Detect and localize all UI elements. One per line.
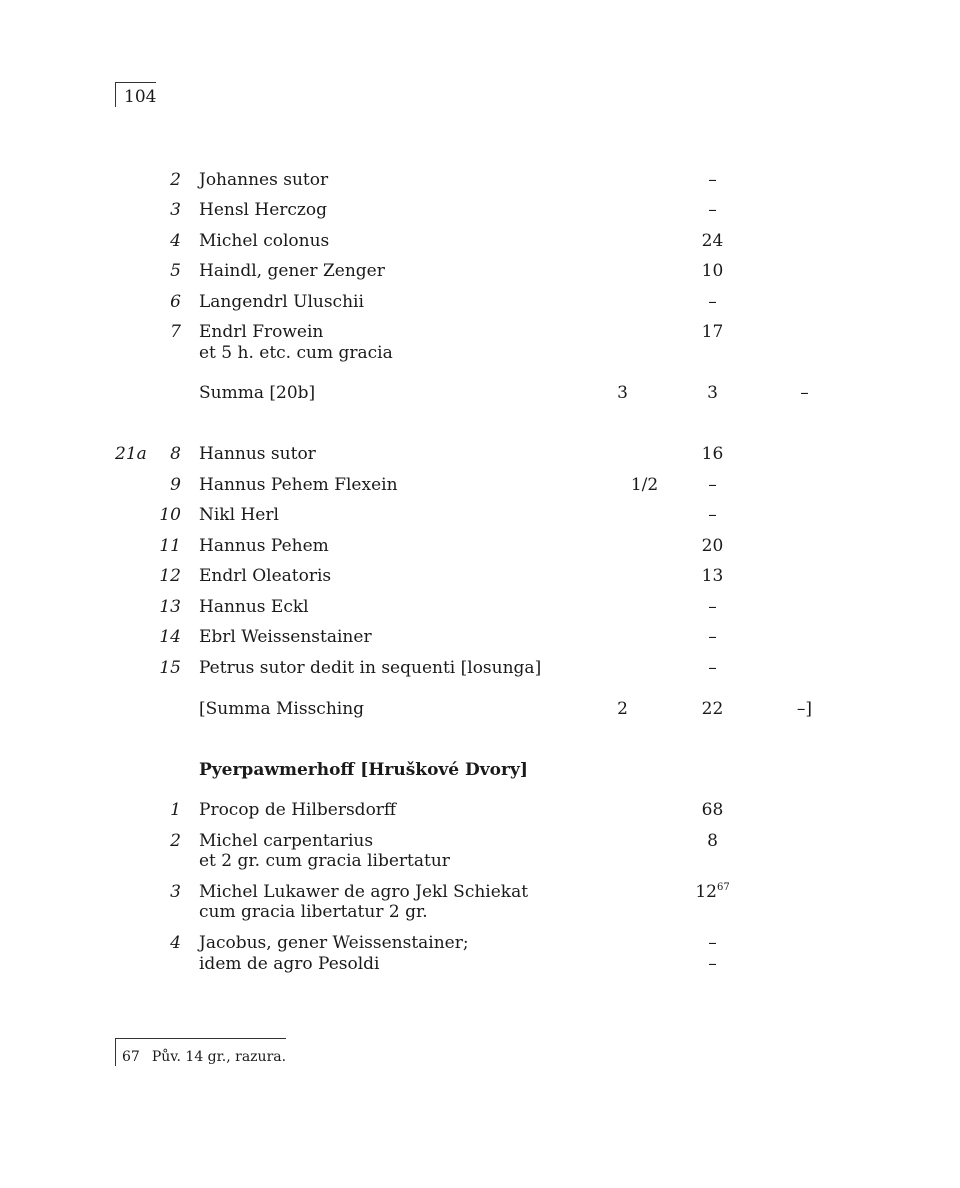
row-number: 4	[170, 933, 181, 953]
row-number: 9	[170, 475, 181, 495]
row-name: Michel colonus	[199, 231, 330, 251]
sum-value-2: 22	[701, 699, 724, 719]
sum-value-3: –	[800, 383, 809, 403]
row-number: 11	[159, 536, 181, 556]
row-number: 3	[170, 200, 181, 220]
row-value: –	[708, 292, 717, 312]
row-value: –	[708, 505, 717, 525]
row-number: 12	[159, 566, 181, 586]
footnote-number: 67	[122, 1049, 140, 1065]
sum-value-1: 3	[617, 383, 628, 403]
row-value: –	[708, 658, 717, 678]
row-value: 8	[707, 831, 718, 851]
row-number: 10	[159, 505, 181, 525]
row-name: Procop de Hilbersdorff	[199, 800, 397, 820]
section-title: Pyerpawmerhoff [Hruškové Dvory]	[199, 760, 528, 780]
sum-label: [Summa Missching	[199, 699, 365, 719]
row-value: 20	[701, 536, 724, 556]
row-number: 8	[170, 444, 181, 464]
row-name: Hannus Pehem	[199, 536, 329, 556]
row-value: –	[708, 200, 717, 220]
row-name-continuation: idem de agro Pesoldi	[199, 954, 380, 974]
row-value: –	[708, 170, 717, 190]
row-name: Michel Lukawer de agro Jekl Schiekat	[199, 882, 529, 902]
row-value: 10	[701, 261, 724, 281]
row-name: Michel carpentarius	[199, 831, 374, 851]
row-number: 4	[170, 231, 181, 251]
row-value: –	[708, 933, 717, 953]
row-value: 16	[701, 444, 724, 464]
footnote-text: Pův. 14 gr., razura.	[151, 1049, 287, 1065]
row-name: Nikl Herl	[199, 505, 279, 525]
row-name: Hannus Eckl	[199, 597, 309, 617]
row-value: 68	[701, 800, 724, 820]
row-name-continuation: et 5 h. etc. cum gracia	[199, 343, 393, 363]
row-name: Ebrl Weissenstainer	[199, 627, 372, 647]
sum-value-1: 2	[617, 699, 628, 719]
sum-value-2: 3	[707, 383, 718, 403]
row-name: Hensl Herczog	[199, 200, 328, 220]
row-number: 7	[170, 322, 181, 342]
row-number: 5	[170, 261, 181, 281]
row-name: Langendrl Uluschii	[199, 292, 364, 312]
row-name-continuation: et 2 gr. cum gracia libertatur	[199, 851, 450, 871]
row-value	[690, 882, 735, 903]
row-value: 17	[701, 322, 724, 342]
row-number: 2	[170, 831, 181, 851]
row-value-text: 12	[695, 882, 717, 902]
row-name: Johannes sutor	[199, 170, 329, 190]
footnote	[115, 1038, 286, 1066]
row-value: 13	[701, 566, 724, 586]
row-name-continuation: cum gracia libertatur 2 gr.	[199, 902, 428, 922]
row-name: Endrl Oleatoris	[199, 566, 332, 586]
row-name: Haindl, gener Zenger	[199, 261, 385, 281]
row-value: –	[708, 597, 717, 617]
row-name: Hannus sutor	[199, 444, 316, 464]
row-number: 2	[170, 170, 181, 190]
row-value: –	[708, 627, 717, 647]
row-number: 13	[159, 597, 181, 617]
row-name: Petrus sutor dedit in sequenti [losunga]	[199, 658, 542, 678]
row-value: –	[708, 475, 717, 495]
row-number: 15	[159, 658, 181, 678]
folio-marker: 21a	[115, 444, 147, 464]
row-value-continuation: –	[708, 954, 717, 974]
sum-label: Summa [20b]	[199, 383, 316, 403]
row-value: 24	[701, 231, 724, 251]
row-number: 1	[170, 800, 181, 820]
row-value-1: 1/2	[630, 475, 659, 495]
row-number: 3	[170, 882, 181, 902]
page-number: 104	[115, 82, 156, 107]
footnote-reference: 67	[716, 882, 730, 893]
row-number: 14	[159, 627, 181, 647]
row-name: Jacobus, gener Weissenstainer;	[199, 933, 469, 953]
row-number: 6	[170, 292, 181, 312]
row-name: Endrl Frowein	[199, 322, 324, 342]
row-name: Hannus Pehem Flexein	[199, 475, 398, 495]
sum-value-3: –]	[796, 699, 813, 719]
